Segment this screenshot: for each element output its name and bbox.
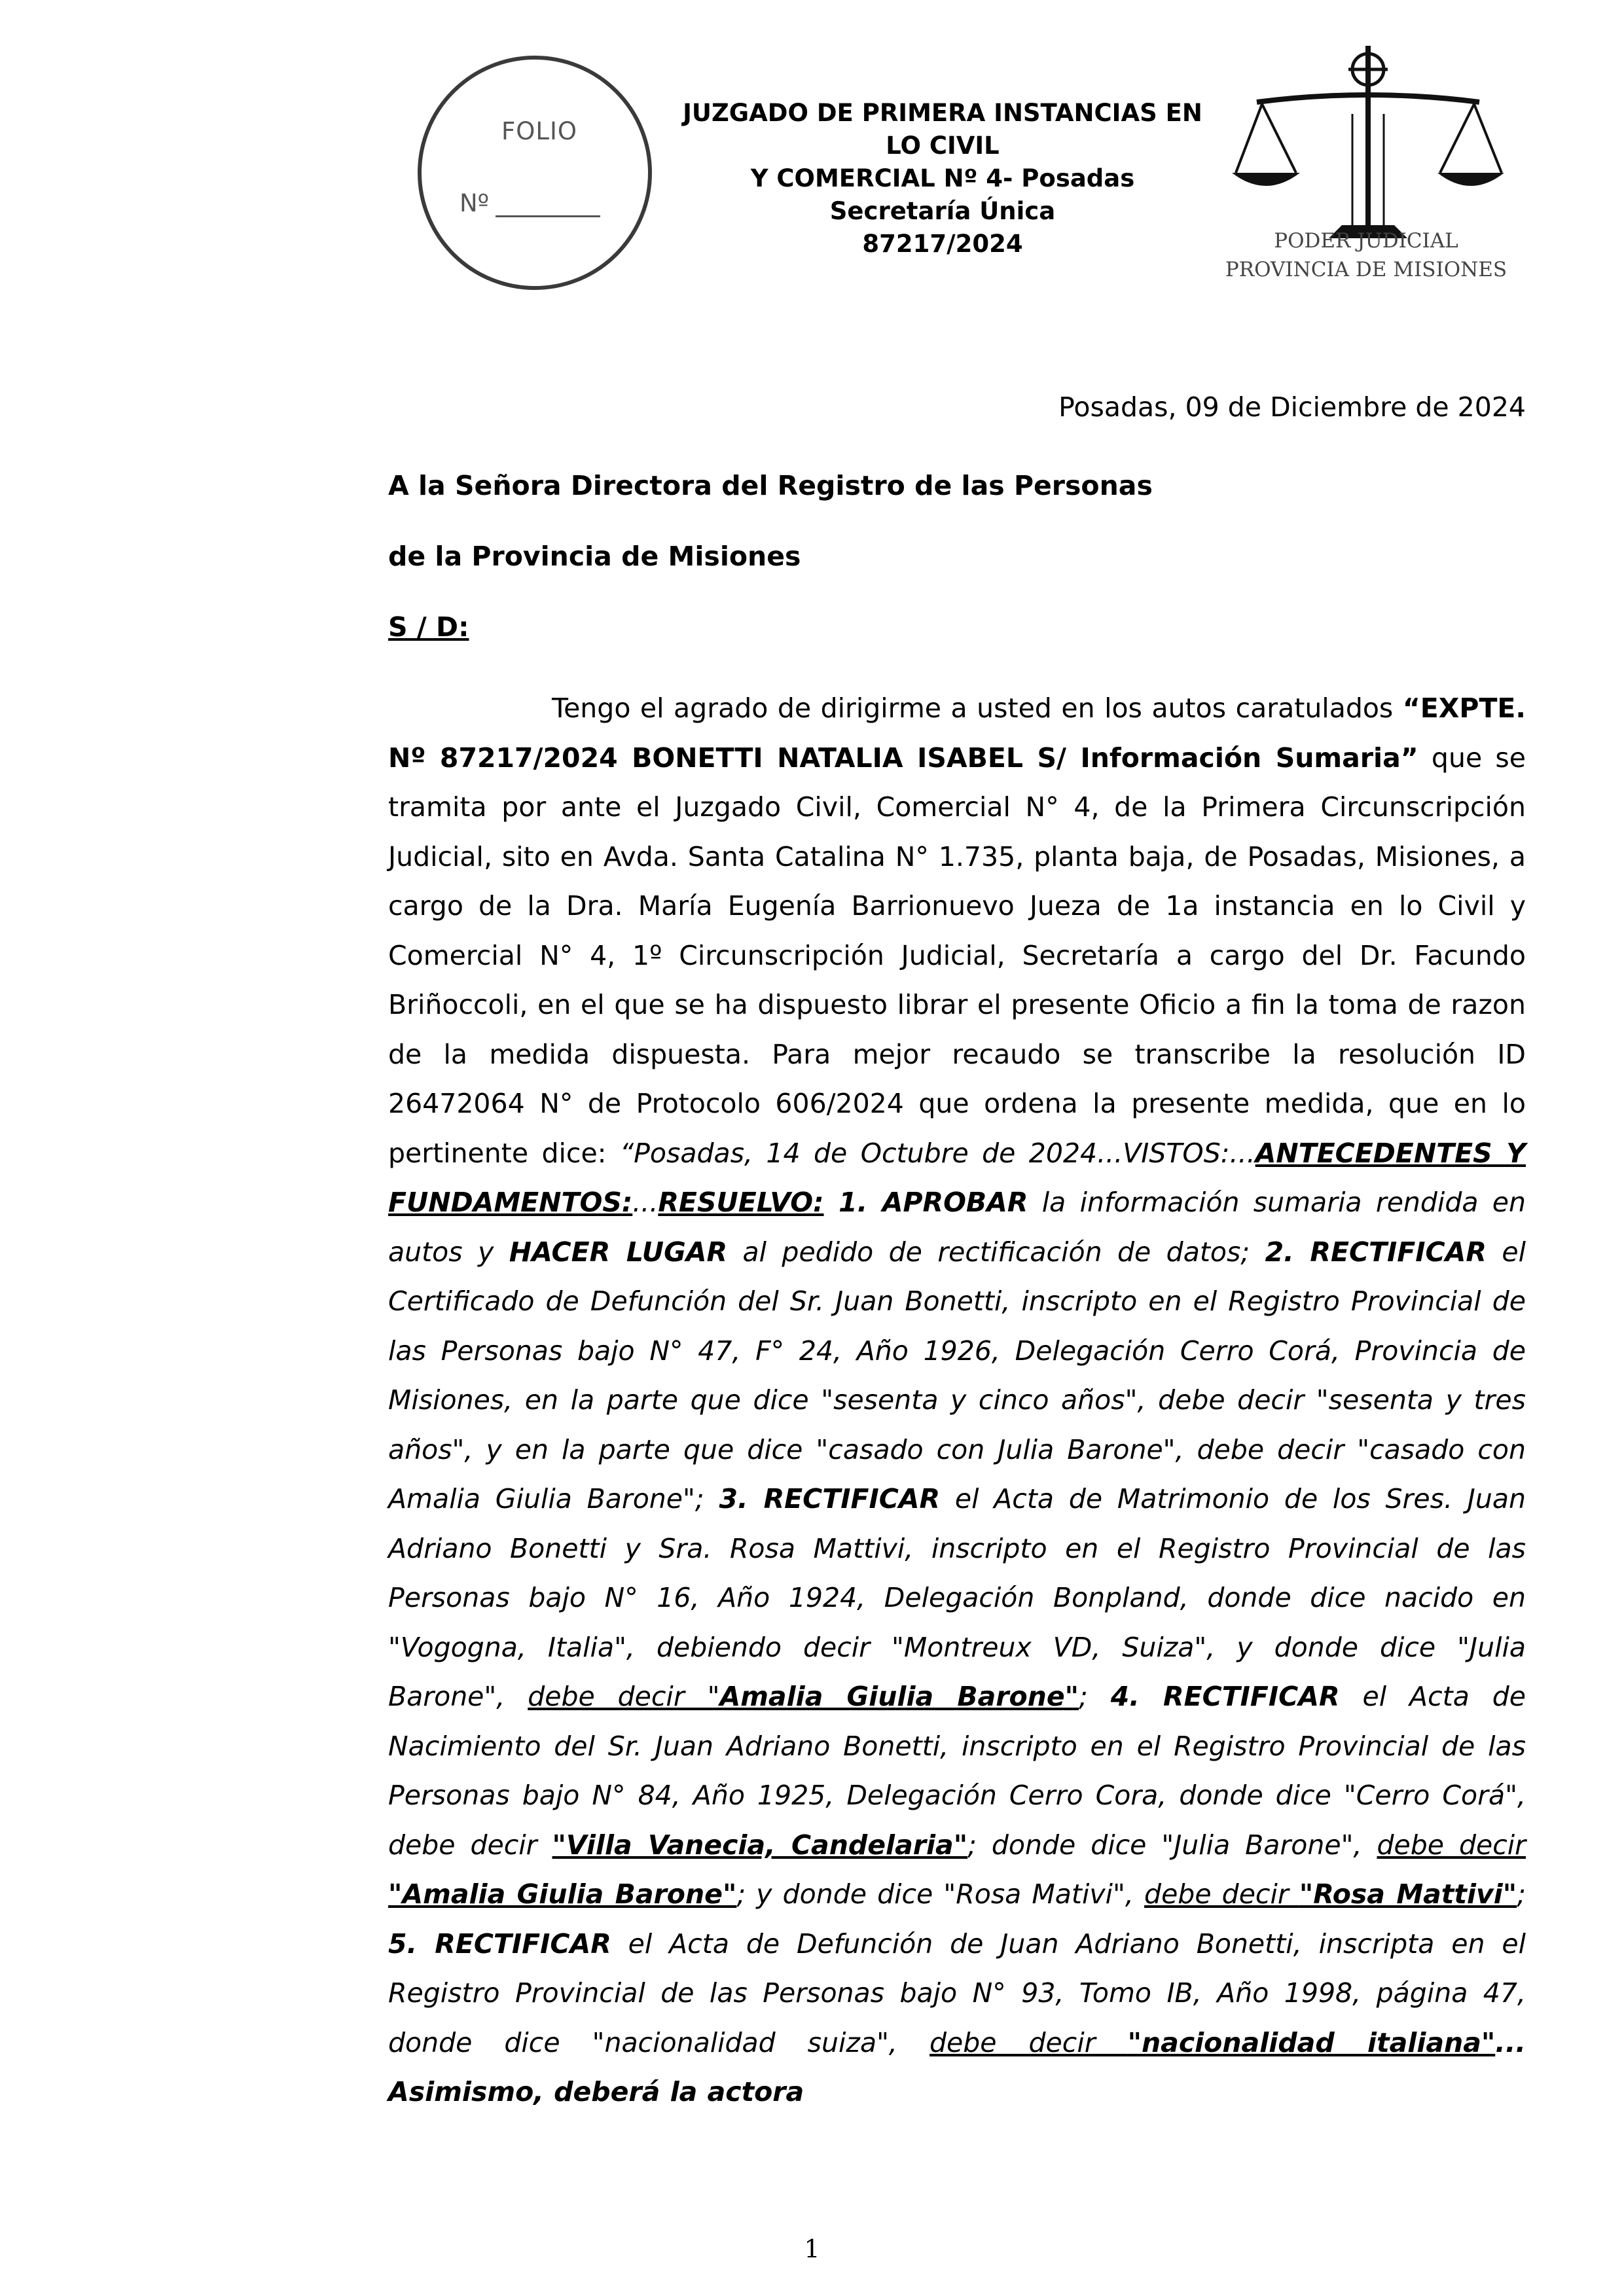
- quote-text: el Acta de Matrimonio de los Sres. Juan Adriano Bonetti y Sra. Rosa Mattivi, inscripto en el Registro Provincial de las Personas bajo N° 16, Año 1924, Delegación Bonpland, donde dice nacido en "Vogogna, Italia", debiendo decir "Montreux VD, Suiza", y donde dice "Julia Barone",: [388, 1483, 1526, 1712]
- quoted-resolution: [388, 1138, 1526, 2108]
- emblem-line: PROVINCIA DE MISIONES: [1225, 258, 1507, 281]
- quote-heading: RESUELVO:: [658, 1187, 824, 1218]
- quote-clause: 1. APROBAR: [823, 1187, 1028, 1218]
- letter-date: Posadas, 09 de Diciembre de 2024: [1058, 391, 1526, 423]
- quote-underlined: debe decir: [1377, 1829, 1526, 1861]
- quote-correction: "Villa Vanecia, Candelaria": [552, 1829, 968, 1861]
- quote-correction: "nacionalidad italiana": [1127, 2026, 1496, 2058]
- quote-clause: 4. RECTIFICAR: [1110, 1681, 1340, 1712]
- quote-clause: HACER LUGAR: [509, 1236, 728, 1268]
- court-heading: [674, 97, 1211, 260]
- folio-number: [460, 189, 600, 217]
- addressee-line-2: de la Provincia de Misiones: [388, 541, 801, 572]
- quote-correction: Amalia Giulia Barone": [719, 1681, 1079, 1712]
- emblem-line: PODER JUDICIAL: [1274, 229, 1458, 253]
- quote-correction: "Amalia Giulia Barone": [388, 1878, 737, 1910]
- salutation: S / D:: [388, 611, 469, 643]
- quote-text: ;: [1517, 1878, 1526, 1910]
- folio-stamp: [418, 56, 652, 290]
- quote-text: la información sumaria rendida en autos y: [388, 1187, 1526, 1268]
- emblem-caption: [1219, 226, 1513, 284]
- court-line: Y COMERCIAL Nº 4- Posadas: [750, 164, 1135, 192]
- court-line: 87217/2024: [862, 230, 1023, 258]
- quote-clause: ... Asimismo, deberá la actora: [388, 2026, 1526, 2108]
- quote-underlined: debe decir ": [528, 1681, 720, 1712]
- quote-clause: 5. RECTIFICAR: [388, 1928, 611, 1960]
- quote-underlined: debe decir: [1144, 1878, 1299, 1910]
- quote-text: ; donde dice "Julia Barone",: [967, 1829, 1377, 1861]
- body-text: que se tramita por ante el Juzgado Civil, Comercial N° 4, de la Primera Circunscripción Judicial, sito en Avda. Santa Catalina N° 1.735, planta baja, de Posadas, Misiones, a cargo de la Dra. María Eugenía Barrionuevo Jueza de 1a instancia en lo Civil y Comercial N° 4, 1º Circunscripción Judicial, Secretaría a cargo del Dr. Facundo Briñoccoli, en el que se ha dispuesto librar el presente Oficio a fin la toma de razon de la medida dispuesta. Para mejor recaudo se transcribe la resolución ID 26472064 N° de Protocolo 606/2024 que ordena la presente medida, que en lo pertinente dice:: [388, 742, 1526, 1169]
- quote-text: “Posadas, 14 de Octubre de 2024...VISTOS:...: [619, 1137, 1255, 1169]
- body-text: Tengo el agrado de dirigirme a usted en los autos caratulados: [552, 692, 1403, 724]
- quote-text: ; y donde dice "Rosa Mativi",: [736, 1878, 1145, 1910]
- quote-text: al pedido de rectificación de datos;: [727, 1236, 1265, 1268]
- court-line: JUZGADO DE PRIMERA INSTANCIAS EN: [683, 99, 1202, 127]
- case-title: “EXPTE. Nº 87217/2024 BONETTI NATALIA ISABEL S/ Información Sumaria”: [388, 692, 1526, 774]
- letter-body: [388, 684, 1526, 2117]
- quote-text: ...: [632, 1187, 659, 1218]
- quote-text: el Certificado de Defunción del Sr. Juan Bonetti, inscripto en el Registro Provincial de las Personas bajo N° 47, F° 24, Año 1926, Delegación Cerro Corá, Provincia de Misiones, en la parte que dice "sesenta y cinco años", debe decir "sesenta y tres años", y en la parte que dice "casado con Julia Barone", debe decir "casado con Amalia Giulia Barone";: [388, 1236, 1526, 1515]
- quote-text: el Acta de Nacimiento del Sr. Juan Adriano Bonetti, inscripto en el Registro Provincial de las Personas bajo N° 84, Año 1925, Delegación Cerro Cora, donde dice "Cerro Corá", debe decir: [388, 1681, 1526, 1861]
- folio-number-label: Nº: [460, 189, 490, 217]
- quote-text: el Acta de Defunción de Juan Adriano Bonetti, inscripta en el Registro Provincial de las Personas bajo N° 93, Tomo IB, Año 1998, página 47, donde dice "nacionalidad suiza",: [388, 1928, 1526, 2058]
- folio-label: FOLIO: [501, 117, 578, 145]
- quote-text: ;: [1079, 1681, 1111, 1712]
- quote-correction: "Rosa Mattivi": [1299, 1878, 1517, 1910]
- addressee-line-1: A la Señora Directora del Registro de las Personas: [388, 470, 1153, 501]
- quote-heading: ANTECEDENTES Y FUNDAMENTOS:: [388, 1137, 1526, 1218]
- quote-underlined: debe decir: [929, 2026, 1128, 2058]
- court-line: Secretaría Única: [829, 197, 1056, 225]
- court-line: LO CIVIL: [886, 132, 1000, 160]
- quote-clause: 3. RECTIFICAR: [719, 1483, 941, 1515]
- page-number: 1: [804, 2234, 820, 2263]
- folio-number-blank: [496, 196, 600, 217]
- quote-clause: 2. RECTIFICAR: [1265, 1236, 1487, 1268]
